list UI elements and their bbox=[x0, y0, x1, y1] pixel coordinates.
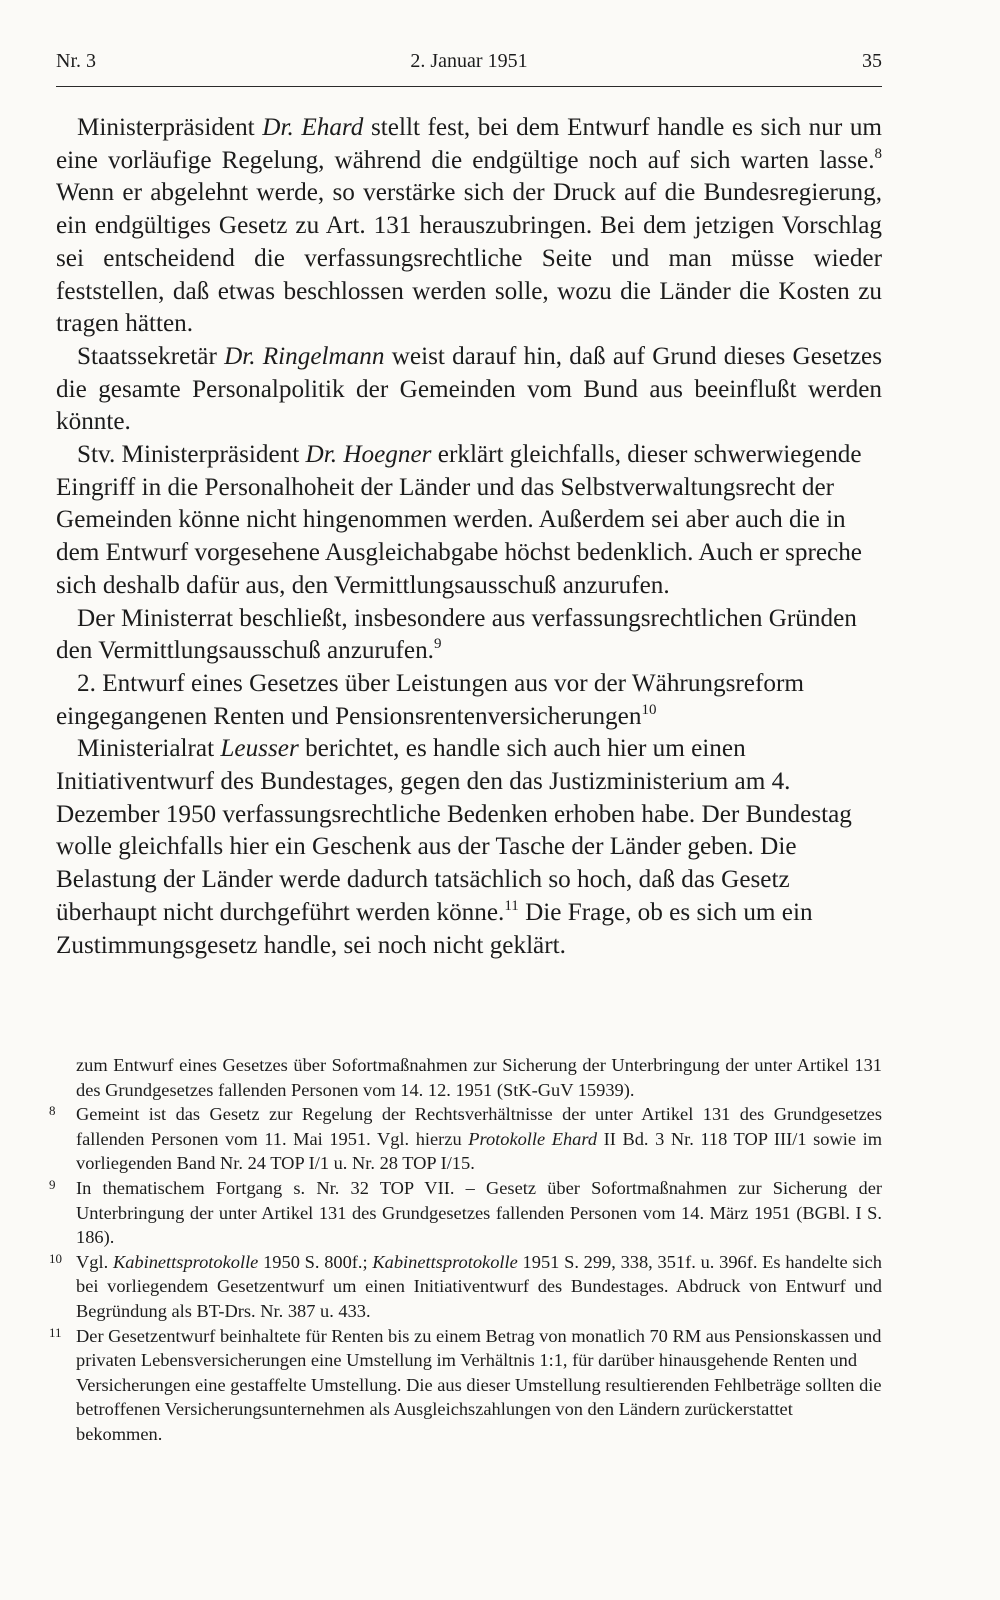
speaker-name: Dr. Ehard bbox=[262, 114, 364, 141]
footnote-11: 11 Der Gesetzentwurf beinhaltete für Renten bis zu einem Betrag von monatlich 70 RM aus Pensionskassen und privaten Lebensversicherungen eine Umstellung im Verhältnis 1:1, für darüber hinausgehende Renten und Versicherungen eine gestaffelte Umstellung. Die aus dieser Umstellung resultierenden Fehlbeträge sollten die betroffenen Versicherungsunternehmen als Ausgleichszahlungen von den Ländern zurückerstattet bekommen. bbox=[49, 1324, 882, 1444]
footnote-10: 10 Vgl. Kabinettsprotokolle 1950 S. 800f.; Kabinettsprotokolle 1951 S. 299, 338, 351f. u. 396f. Es handelte sich bei vorliegendem Gesetzentwurf um einen Initiativentwurf des Bundestages. Abdruck von Entwurf und Begründung als BT-Drs. Nr. 387 u. 433. bbox=[49, 1250, 882, 1321]
footnote-ref: 11 bbox=[504, 897, 519, 914]
footnote-continuation: zum Entwurf eines Gesetzes über Sofortmaßnahmen zur Sicherung der Unterbringung der unter Artikel 131 des Grundgesetzes fallenden Personen vom 14. 12. 1951 (StK-GuV 15939). bbox=[76, 1055, 882, 1100]
paragraph-ringelmann: Staatssekretär Dr. Ringelmann weist darauf hin, daß auf Grund dieses Gesetzes die gesamte Personalpolitik der Gemeinden vom Bund aus beeinflußt werden könnte. bbox=[56, 342, 883, 436]
speaker-name: Dr. Ringelmann bbox=[224, 342, 385, 370]
footnote-8: 8 Gemeint ist das Gesetz zur Regelung der Rechtsverhältnisse der unter Artikel 131 des Grundgesetzes fallenden Personen vom 11. Mai 1951. Vgl. hierzu Protokolle Ehard II Bd. 3 Nr. 118 TOP III/1 sowie im vorliegenden Band Nr. 24 TOP I/1 u. Nr. 28 TOP I/15. bbox=[49, 1103, 883, 1174]
paragraph-leusser: Ministerialrat Leusser berichtet, es handle sich auch hier um einen Initiativentwurf des Bundestages, gegen den das Justizministerium am 4. Dezember 1950 verfassungsrechtliche Bedenken erhoben habe. Der Bundestag wolle gleichfalls hier ein Geschenk aus der Tasche der Länder geben. Die Belastung der Länder werde dadurch tatsächlich so hoch, daß das Gesetz überhaupt nicht durchgeführt werden könne.$^{11}$ Die Frage, ob es sich um ein Zustimmungsgesetz handle, sei noch nicht geklärt. bbox=[56, 735, 852, 959]
footnote-ref: 9 bbox=[433, 636, 442, 653]
main-text bbox=[56, 112, 882, 962]
footnote-9: 9 In thematischem Fortgang s. Nr. 32 TOP VII. – Gesetz über Sofortmaßnahmen zur Sicherung der Unterbringung der unter Artikel 131 des Grundgesetzes fallenden Personen vom 14. März 1951 (BGBl. I S. 186). bbox=[49, 1176, 882, 1248]
page-number: 35 bbox=[862, 50, 882, 72]
footnote-ref: 8 bbox=[874, 145, 882, 162]
document-date: 2. Januar 1951 bbox=[410, 50, 528, 72]
paragraph-decision: Der Ministerrat beschließt, insbesondere aus verfassungsrechtlichen Gründen den Vermittlungsausschuß anzurufen.$^9$ bbox=[56, 604, 857, 665]
speaker-name: Leusser bbox=[220, 735, 299, 763]
running-header bbox=[56, 46, 882, 87]
footnote-ref: 10 bbox=[641, 701, 657, 718]
agenda-item-title: 2. Entwurf eines Gesetzes über Leistungen aus vor der Währungsreform eingegangenen Renten und Pensionsrentenversicherungen$^{10}$ bbox=[56, 669, 804, 730]
document-number: Nr. 3 bbox=[56, 50, 96, 72]
paragraph-ehard: Ministerpräsident Dr. Ehard stellt fest, bei dem Entwurf handle es sich nur um eine vorläufige Regelung, während die endgültige noch auf sich warten lasse.$^8$ Wenn er abgelehnt werde, so verstärke sich der Druck auf die Bundesregierung, ein endgültiges Gesetz zu Art. 131 herauszubringen. Bei dem jetzigen Vorschlag sei entscheidend die verfassungsrechtliche Seite und man müsse wieder feststellen, daß etwas beschlossen werden solle, wozu die Länder die Kosten zu tragen hätten. bbox=[56, 114, 882, 338]
footnotes bbox=[49, 1053, 883, 1447]
speaker-name: Dr. Hoegner bbox=[305, 441, 432, 469]
paragraph-hoegner: Stv. Ministerpräsident Dr. Hoegner erklärt gleichfalls, dieser schwerwiegende Eingriff in die Personalhoheit der Länder und das Selbstverwaltungsrecht der Gemeinden könne nicht hingenommen werden. Außerdem sei aber auch die in dem Entwurf vorgesehene Ausgleichabgabe höchst bedenklich. Auch er spreche sich deshalb dafür aus, den Vermittlungsausschuß anzurufen. bbox=[56, 441, 862, 599]
